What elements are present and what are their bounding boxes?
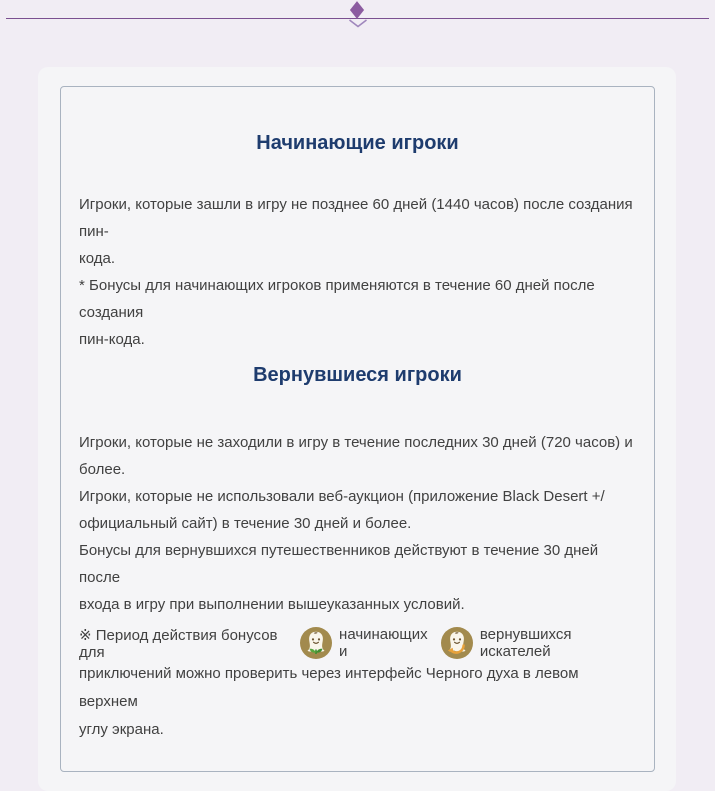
- returning-section-title: Вернувшиеся игроки: [253, 364, 462, 386]
- text-line: Бонусы для вернувшихся путешественников действуют в течение 30 дней после: [79, 542, 599, 586]
- note-text-segment: начинающих и: [339, 626, 428, 660]
- text-line: кода.: [79, 250, 116, 267]
- beginners-section-title: Начинающие игроки: [256, 132, 459, 154]
- note-paragraph: [79, 626, 636, 744]
- returning-description: [79, 429, 636, 618]
- beginners-description: [79, 191, 636, 353]
- text-line: официальный сайт) в течение 30 дней и более.: [79, 515, 412, 532]
- text-line: Игроки, которые не использовали веб-аукцион (приложение Black Desert +/: [79, 488, 605, 505]
- chevron-down-icon: [348, 19, 368, 28]
- black-spirit-beginner-icon: [300, 627, 332, 659]
- text-line: более.: [79, 461, 126, 478]
- text-line: приключений можно проверить через интерфейс Черного духа в левом верхнем: [79, 665, 579, 710]
- note-text-segment: вернувшихся искателей: [479, 626, 572, 660]
- text-line: Игроки, которые зашли в игру не позднее 60 дней (1440 часов) после создания пин-: [79, 196, 633, 240]
- text-line: углу экрана.: [79, 721, 164, 738]
- text-line: пин-кода.: [79, 331, 145, 348]
- text-line: Игроки, которые не заходили в игру в течение последних 30 дней (720 часов) и: [79, 434, 633, 451]
- note-text-segment: ※ Период действия бонусов для: [79, 626, 278, 661]
- text-line: входа в игру при выполнении вышеуказанных условий.: [79, 596, 465, 613]
- section-divider: [0, 0, 715, 30]
- info-panel: [60, 86, 655, 772]
- text-line: * Бонусы для начинающих игроков применяются в течение 60 дней после создания: [79, 277, 595, 321]
- diamond-ornament-icon: [350, 1, 364, 19]
- note-first-line: [79, 626, 636, 660]
- info-card: [38, 67, 676, 791]
- black-spirit-returning-icon: [441, 627, 473, 659]
